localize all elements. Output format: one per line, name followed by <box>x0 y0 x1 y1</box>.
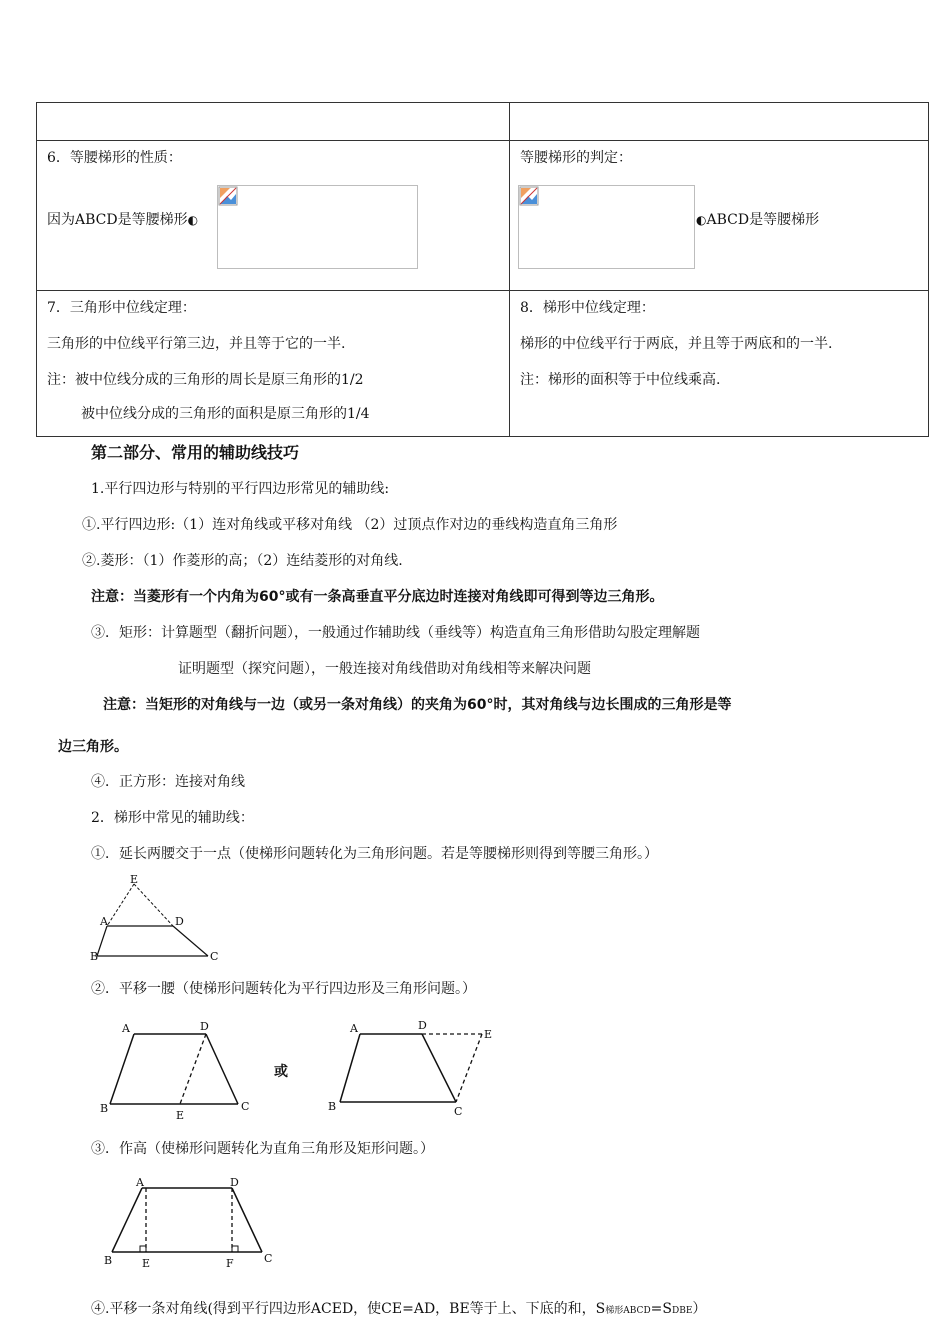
paragraph: 2．梯形中常见的辅助线： <box>91 810 254 826</box>
figure-extend-legs <box>88 874 228 966</box>
cell-line-2: 注：梯形的面积等于中位线乘高. <box>520 372 721 388</box>
cell-title: 8．梯形中位线定理： <box>520 300 655 316</box>
cell-line-1: 三角形的中位线平行第三边，并且等于它的一半. <box>47 336 346 352</box>
table-row <box>37 103 929 141</box>
properties-table <box>36 102 929 437</box>
paragraph: ④．正方形：连接对角线 <box>91 774 245 790</box>
text-part: ） <box>692 1301 707 1317</box>
broken-image-icon <box>519 186 539 206</box>
note-rhombus: 注意：当菱形有一个内角为60°或有一条高垂直平分底边时连接对角线即可得到等边三角形。 <box>91 589 664 605</box>
point-label: A <box>350 1022 358 1035</box>
table-cell-empty-left <box>37 103 510 141</box>
text-part: ④.平移一条对角线(得到平行四边形ACED，使CE=AD，BE等于上、下底的和，S <box>91 1301 606 1317</box>
point-label: E <box>176 1109 185 1122</box>
paragraph: ①．延长两腰交于一点（使梯形问题转化为三角形问题。若是等腰梯形则得到等腰三角形。） <box>91 846 658 862</box>
point-label: A <box>122 1022 130 1035</box>
broken-image-placeholder <box>518 185 695 269</box>
cell-line-3: 被中位线分成的三角形的面积是原三角形的1/4 <box>81 406 370 422</box>
table-cell-empty-right <box>510 103 929 141</box>
or-label: 或 <box>274 1064 288 1080</box>
point-label: A <box>136 1176 144 1189</box>
cell-title: 6．等腰梯形的性质： <box>47 150 182 166</box>
table-row <box>37 141 929 291</box>
cell-line-1: 梯形的中位线平行于两底，并且等于两底和的一半. <box>520 336 833 352</box>
paragraph: 1.平行四边形与特别的平行四边形常见的辅助线: <box>91 481 390 497</box>
cell-body <box>47 209 198 229</box>
cell-line-2: 注：被中位线分成的三角形的周长是原三角形的1/2 <box>47 372 364 388</box>
paragraph: ③．矩形：计算题型（翻折问题），一般通过作辅助线（垂线等）构造直角三角形借助勾股定理解题 <box>91 625 700 641</box>
cell-title: 7．三角形中位线定理： <box>47 300 196 316</box>
figure-translate-leg-right <box>322 1016 502 1126</box>
point-label: F <box>226 1257 234 1270</box>
section-heading: 第二部分、常用的辅助线技巧 <box>91 443 300 462</box>
point-label: B <box>90 950 99 963</box>
point-label: B <box>104 1254 113 1267</box>
point-label: B <box>100 1102 109 1115</box>
point-label: C <box>210 950 219 963</box>
cell-body-text: 因为ABCD是等腰梯形 <box>47 212 188 228</box>
cell-title: 等腰梯形的判定： <box>520 150 632 166</box>
note-rectangle: 注意：当矩形的对角线与一边（或另一条对角线）的夹角为60°时，其对角线与边长围成的三角形是等 <box>103 697 732 713</box>
paragraph: ③．作高（使梯形问题转化为直角三角形及矩形问题。） <box>91 1141 434 1157</box>
paragraph: ②．平移一腰（使梯形问题转化为平行四边形及三角形问题。） <box>91 981 476 997</box>
point-label: E <box>142 1257 151 1270</box>
paragraph: ①.平行四边形:（1）连对角线或平移对角线 （2）过顶点作对边的垂线构造直角三角形 <box>82 517 618 533</box>
cell-body <box>696 209 819 229</box>
point-label: D <box>418 1019 427 1032</box>
note-rectangle-cont: 边三角形。 <box>58 739 128 755</box>
point-label: B <box>328 1100 337 1113</box>
point-label: C <box>264 1252 273 1265</box>
point-label: C <box>454 1105 463 1118</box>
paragraph: 证明题型（探究问题），一般连接对角线借助对角线相等来解决问题 <box>178 661 591 677</box>
point-label: D <box>200 1020 209 1033</box>
isosceles-trapezoid-properties-cell <box>37 141 510 291</box>
broken-image-placeholder <box>217 185 418 269</box>
table-row <box>37 291 929 437</box>
text-part: =S <box>650 1301 672 1317</box>
point-label: E <box>484 1028 493 1041</box>
paragraph: ②.菱形：（1）作菱形的高；（2）连结菱形的对角线. <box>82 553 403 569</box>
subscript: DBE <box>672 1306 693 1316</box>
point-label: C <box>241 1100 250 1113</box>
figure-draw-heights <box>98 1172 282 1272</box>
isosceles-trapezoid-criteria-cell <box>510 141 929 291</box>
therefore-symbol-icon: ◐ <box>696 213 707 227</box>
paragraph-last <box>91 1298 706 1318</box>
point-label: D <box>175 915 184 928</box>
subscript: 梯形ABCD <box>605 1306 651 1316</box>
figure-translate-leg-left <box>96 1016 264 1126</box>
triangle-midline-cell <box>37 291 510 437</box>
point-label: E <box>130 874 139 886</box>
broken-image-icon <box>218 186 238 206</box>
cell-body-text: ABCD是等腰梯形 <box>706 212 820 228</box>
point-label: D <box>230 1176 239 1189</box>
trapezoid-midline-cell <box>510 291 929 437</box>
therefore-symbol-icon: ◐ <box>187 213 199 227</box>
point-label: A <box>100 915 108 928</box>
